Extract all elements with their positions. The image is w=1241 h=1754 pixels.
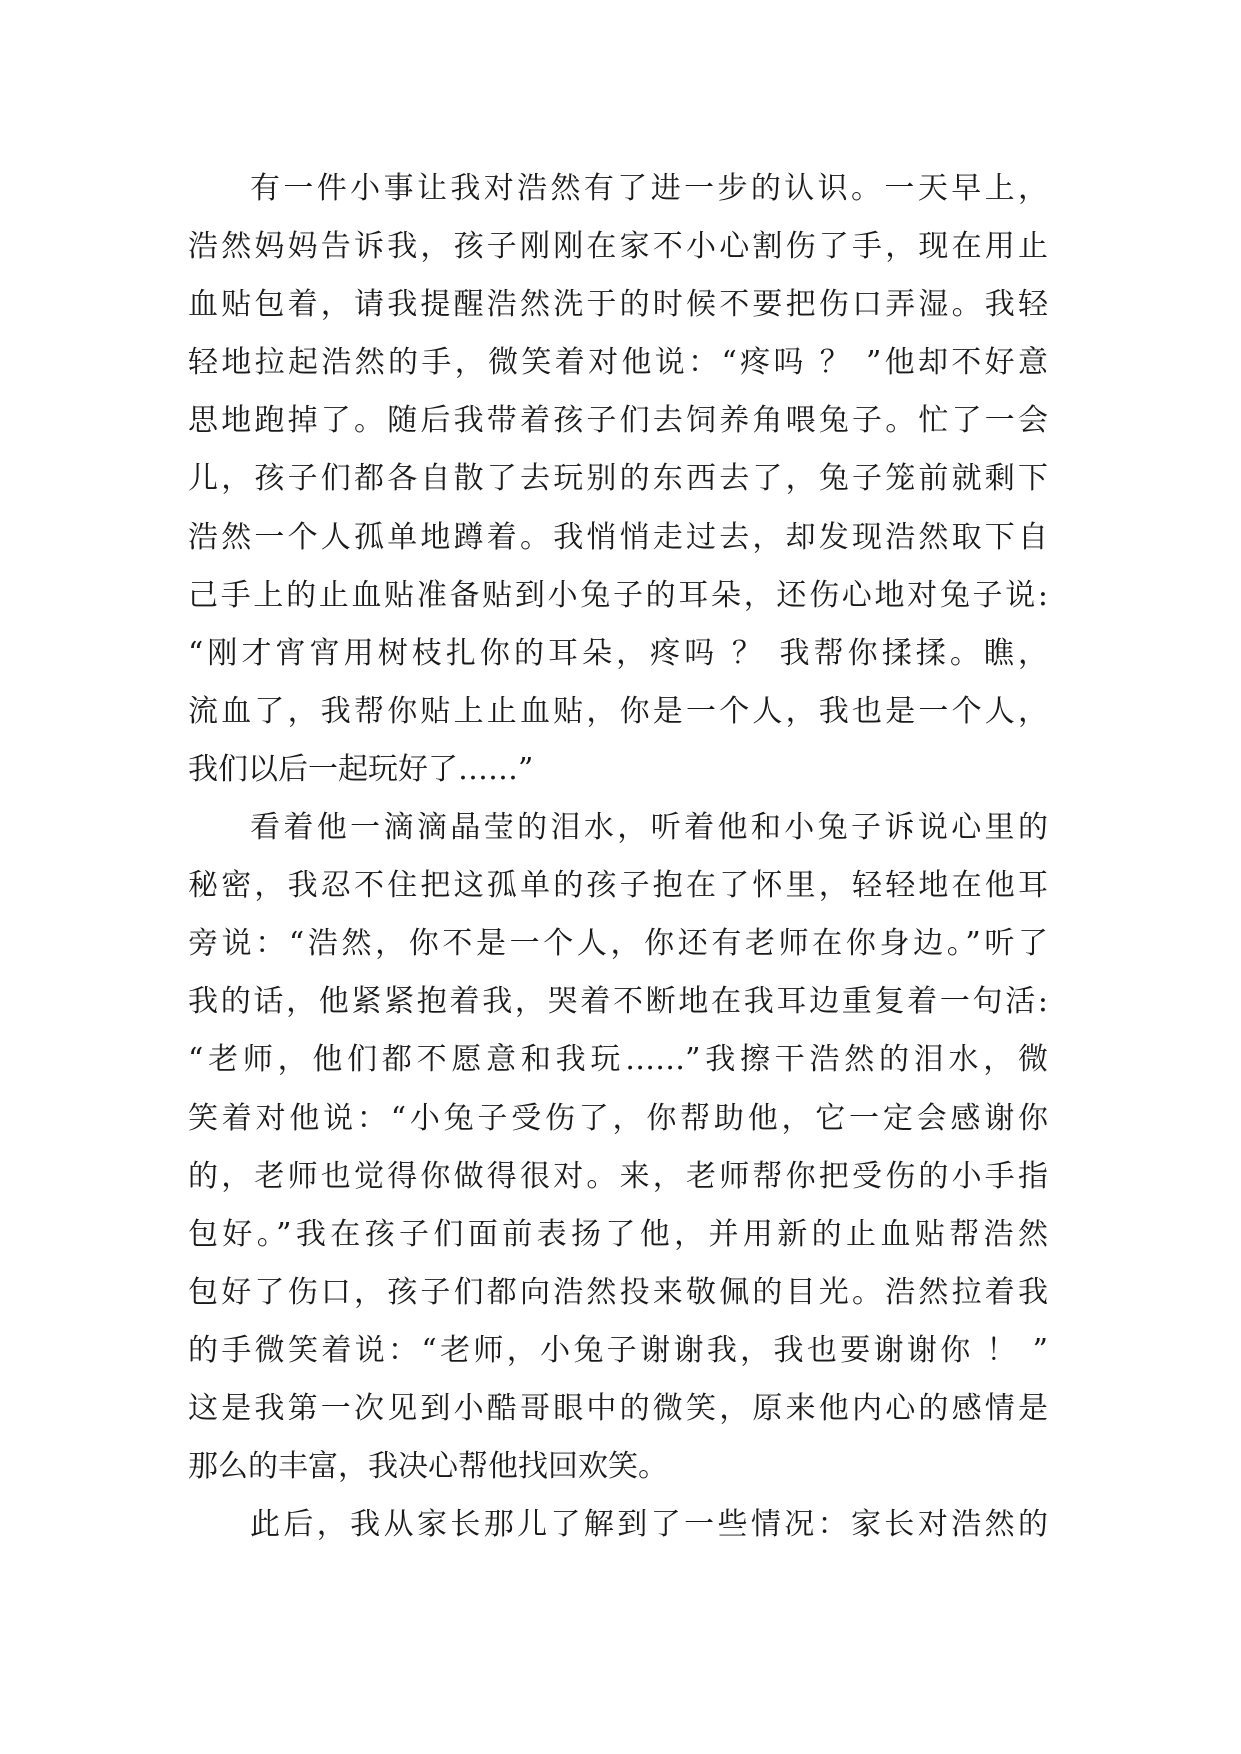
paragraph-1-line-10: 流血了，我帮你贴上止血贴，你是一个人，我也是一个人， xyxy=(188,693,1048,729)
paragraph-1-line-1: 有一件小事让我对浩然有了进一步的认识。一天早上， xyxy=(250,171,1048,206)
paragraph-1-line-8: 己手上的止血贴准备贴到小兔子的耳朵，还伤心地对兔子说: xyxy=(188,577,1048,613)
paragraph-2-line-7: 的，老师也觉得你做得很对。来，老师帮你把受伤的小手指 xyxy=(188,1158,1048,1194)
paragraph-1-line-2: 浩然妈妈告诉我，孩子刚刚在家不小心割伤了手，现在用止 xyxy=(188,229,1048,265)
paragraph-2-line-9: 包好了伤口，孩子们都向浩然投来敬佩的目光。浩然拉着我 xyxy=(188,1274,1048,1310)
paragraph-2-line-12: 那么的丰富，我决心帮他找回欢笑。 xyxy=(188,1449,668,1485)
paragraph-1-line-7: 浩然一个人孤单地蹲着。我悄悄走过去，却发现浩然取下自 xyxy=(188,519,1048,555)
paragraph-2-line-6: 笑着对他说：“小兔子受伤了，你帮助他，它一定会感谢你 xyxy=(188,1100,1048,1136)
paragraph-2-line-4: 我的话，他紧紧抱着我，哭着不断地在我耳边重复着一句活: xyxy=(188,984,1048,1020)
paragraph-1-line-5: 思地跑掉了。随后我带着孩子们去饲养角喂兔子。忙了一会 xyxy=(188,403,1048,439)
paragraph-2-line-3: 旁说：“浩然，你不是一个人，你还有老师在你身边。”听了 xyxy=(188,926,1048,962)
paragraph-1-line-4: 轻地拉起浩然的手，微笑着对他说：“疼吗 ？ ”他却不好意 xyxy=(188,345,1048,381)
paragraph-3-line-1: 此后，我从家长那儿了解到了一些情况：家长对浩然的 xyxy=(250,1507,1048,1543)
paragraph-1-line-11: 我们以后一起玩好了……” xyxy=(188,751,534,787)
body-text xyxy=(188,160,1048,1554)
paragraph-2-line-5: “老师，他们都不愿意和我玩……”我擦干浩然的泪水，微 xyxy=(188,1042,1048,1078)
paragraph-2-line-8: 包好。”我在孩子们面前表扬了他，并用新的止血贴帮浩然 xyxy=(188,1216,1048,1252)
paragraph-1-line-9: “刚才宵宵用树枝扎你的耳朵，疼吗 ？ 我帮你揉揉。瞧， xyxy=(188,635,1048,671)
paragraph-2-line-10: 的手微笑着说：“老师，小兔子谢谢我，我也要谢谢你 ！ ” xyxy=(188,1332,1048,1368)
paragraph-1-line-6: 儿，孩子们都各自散了去玩别的东西去了，兔子笼前就剩下 xyxy=(188,461,1048,497)
paragraph-2-line-2: 秘密，我忍不住把这孤单的孩子抱在了怀里，轻轻地在他耳 xyxy=(188,868,1048,904)
paragraph-2-line-1: 看着他一滴滴晶莹的泪水，听着他和小兔子诉说心里的 xyxy=(250,810,1048,846)
paragraph-2-line-11: 这是我第一次见到小酷哥眼中的微笑，原来他内心的感情是 xyxy=(188,1390,1048,1426)
paragraph-1-line-3: 血贴包着，请我提醒浩然洗于的时候不要把伤口弄湿。我轻 xyxy=(188,287,1048,323)
